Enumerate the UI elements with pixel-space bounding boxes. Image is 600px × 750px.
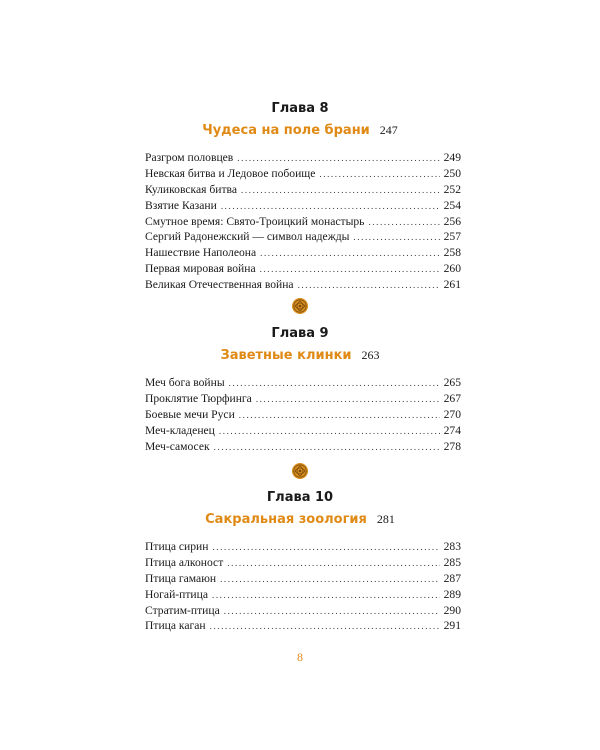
toc-entry-title: Сергий Радонежский — символ надежды (145, 230, 350, 244)
chapter-label: Глава 10 (266, 490, 334, 505)
chapter-page-number: 263 (361, 348, 380, 362)
dot-leader (227, 556, 439, 572)
toc-entry (145, 423, 461, 439)
toc-entry-title: Птица алконост (145, 555, 224, 569)
knot-ornament-icon (291, 462, 309, 480)
dot-leader (212, 588, 440, 604)
toc-entry-page: 258 (443, 246, 461, 260)
chapter-title: Сакральная зоология (205, 512, 367, 527)
toc-entry-title: Первая мировая война (145, 262, 256, 276)
dot-leader (210, 619, 440, 635)
toc-entry-title: Проклятие Тюрфинга (145, 391, 252, 405)
toc-entry-page: 256 (443, 214, 461, 228)
toc-entry (145, 439, 461, 455)
dot-leader (319, 167, 439, 183)
dot-leader (260, 246, 440, 262)
chapter-heading (0, 100, 600, 140)
toc-entry-title: Меч бога войны (145, 376, 225, 389)
dot-leader (241, 183, 440, 199)
toc-entry (145, 229, 461, 245)
toc-entry-page: 250 (443, 166, 461, 180)
knot-ornament-icon (291, 297, 309, 315)
chapter-page-number: 281 (376, 512, 395, 526)
dot-leader (239, 408, 440, 424)
toc-entry (145, 375, 461, 391)
toc-entry-title: Меч-самосек (145, 439, 210, 453)
dot-leader (212, 540, 439, 556)
toc-list-chapter-10 (145, 539, 461, 634)
chapter-label: Глава 8 (271, 101, 329, 116)
page-number: 8 (297, 650, 303, 664)
dot-leader (298, 278, 440, 294)
toc-entry (145, 587, 461, 603)
toc-entry-page: 278 (443, 439, 461, 453)
toc-entry-page: 291 (443, 619, 461, 633)
dot-leader (237, 151, 439, 167)
toc-entry-title: Разгром половцев (145, 151, 234, 164)
toc-entry (145, 245, 461, 261)
toc-entry (145, 150, 461, 166)
dot-leader (256, 392, 440, 408)
toc-list-chapter-8 (145, 150, 461, 293)
toc-entry (145, 391, 461, 407)
chapter-label: Глава 9 (271, 326, 329, 341)
chapter-heading (0, 489, 600, 529)
toc-entry (145, 603, 461, 619)
toc-entry-page: 265 (443, 376, 461, 389)
toc-entry-page: 283 (443, 540, 461, 553)
chapter-title: Чудеса на поле брани (202, 123, 370, 138)
toc-entry-title: Боевые мечи Руси (145, 407, 235, 421)
toc-entry-page: 285 (443, 555, 461, 569)
toc-entry-page: 289 (443, 587, 461, 601)
chapter-8 (0, 100, 600, 140)
toc-entry-title: Куликовская битва (145, 182, 238, 196)
chapter-heading (0, 325, 600, 365)
dot-leader (219, 424, 440, 440)
toc-entry (145, 571, 461, 587)
toc-entry (145, 261, 461, 277)
chapter-page-number: 247 (379, 123, 398, 137)
toc-entry (145, 277, 461, 293)
toc-entry (145, 214, 461, 230)
toc-entry-page: 254 (443, 198, 461, 212)
toc-entry-title: Нашествие Наполеона (145, 246, 257, 260)
dot-leader (353, 230, 439, 246)
toc-entry-title: Ногай-птица (145, 587, 208, 601)
dot-leader (221, 199, 440, 215)
toc-entry (145, 407, 461, 423)
toc-entry (145, 166, 461, 182)
toc-entry-title: Великая Отечественная война (145, 278, 294, 292)
toc-entry-page: 270 (443, 407, 461, 421)
toc-entry-page: 252 (443, 182, 461, 196)
toc-entry-title: Стратим-птица (145, 603, 220, 617)
toc-entry-page: 267 (443, 391, 461, 405)
toc-entry (145, 618, 461, 634)
toc-entry-page: 274 (443, 423, 461, 437)
dot-leader (214, 440, 440, 456)
toc-entry-title: Меч-кладенец (145, 423, 215, 437)
toc-entry-page: 249 (443, 151, 461, 164)
dot-leader (220, 572, 440, 588)
toc-entry-page: 257 (443, 230, 461, 244)
toc-entry-title: Птица каган (145, 619, 206, 633)
toc-entry-title: Смутное время: Свято-Троицкий монастырь (145, 214, 365, 228)
dot-leader (368, 215, 439, 231)
chapter-title: Заветные клинки (220, 348, 352, 363)
toc-entry-title: Взятие Казани (145, 198, 217, 212)
toc-entry-title: Невская битва и Ледовое побоище (145, 166, 316, 180)
dot-leader (260, 262, 440, 278)
dot-leader (224, 604, 440, 620)
toc-entry-page: 287 (443, 571, 461, 585)
toc-entry-title: Птица гамаюн (145, 571, 217, 585)
chapter-10 (0, 489, 600, 529)
toc-entry (145, 182, 461, 198)
toc-list-chapter-9 (145, 375, 461, 454)
toc-entry-page: 260 (443, 262, 461, 276)
toc-entry-title: Птица сирин (145, 540, 209, 553)
toc-entry (145, 539, 461, 555)
toc-entry (145, 555, 461, 571)
dot-leader (229, 376, 440, 392)
toc-entry-page: 261 (443, 278, 461, 292)
toc-entry (145, 198, 461, 214)
chapter-9 (0, 325, 600, 365)
toc-entry-page: 290 (443, 603, 461, 617)
